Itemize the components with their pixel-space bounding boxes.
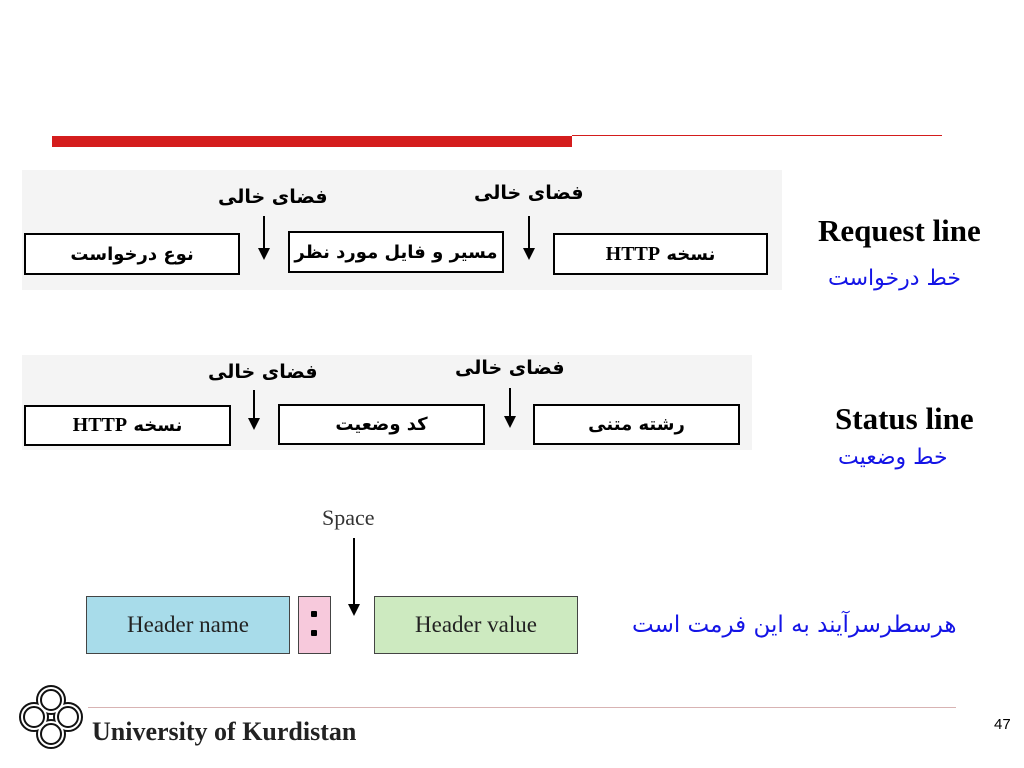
request-space-label-right: فضای خالی [474,182,584,204]
title-rule-thick [52,136,572,147]
request-space-arrow-right [522,216,536,260]
status-text-text: رشته متنی [588,414,685,435]
status-space-label-right: فضای خالی [455,357,565,379]
request-line-title: Request line [818,213,981,248]
knot-logo-icon [14,680,88,754]
request-space-arrow-left [257,216,271,260]
status-version-fa: نسخه [133,415,183,436]
colon-dot-bottom [311,630,317,636]
request-version-box [553,233,768,275]
university-name: University of Kurdistan [92,717,357,746]
status-line-title: Status line [835,401,974,436]
status-version-box [24,405,231,446]
space-label: Space [322,505,375,530]
header-name-text: Header name [127,612,249,637]
request-space-label-left: فضای خالی [218,186,328,208]
colon-dot-top [311,611,317,617]
status-line-title-fa: خط وضعیت [838,445,948,470]
title-rule-thin [572,135,942,136]
request-method-text: نوع درخواست [70,243,194,265]
header-value-text: Header value [415,612,537,637]
request-path-text: مسیر و فایل مورد نظر [294,241,498,263]
request-version-en: HTTP [605,242,661,265]
footer-rule [88,707,956,708]
request-version-fa: نسخه [666,243,716,265]
status-text-box [533,404,740,445]
header-name-box [86,596,290,654]
status-version-en: HTTP [72,414,128,436]
request-method-box [24,233,240,275]
request-path-box [288,231,504,273]
status-space-arrow-left [247,390,261,430]
request-line-title-fa: خط درخواست [828,266,962,291]
status-code-box [278,404,485,445]
page-number: 47 [994,716,1011,733]
header-format-note: هرسطرسرآیند به این فرمت است [632,612,957,638]
status-code-text: کد وضعیت [335,414,428,435]
status-space-arrow-right [503,388,517,428]
space-arrow [347,538,361,620]
colon-box [298,596,331,654]
header-value-box [374,596,578,654]
status-space-label-left: فضای خالی [208,361,318,383]
